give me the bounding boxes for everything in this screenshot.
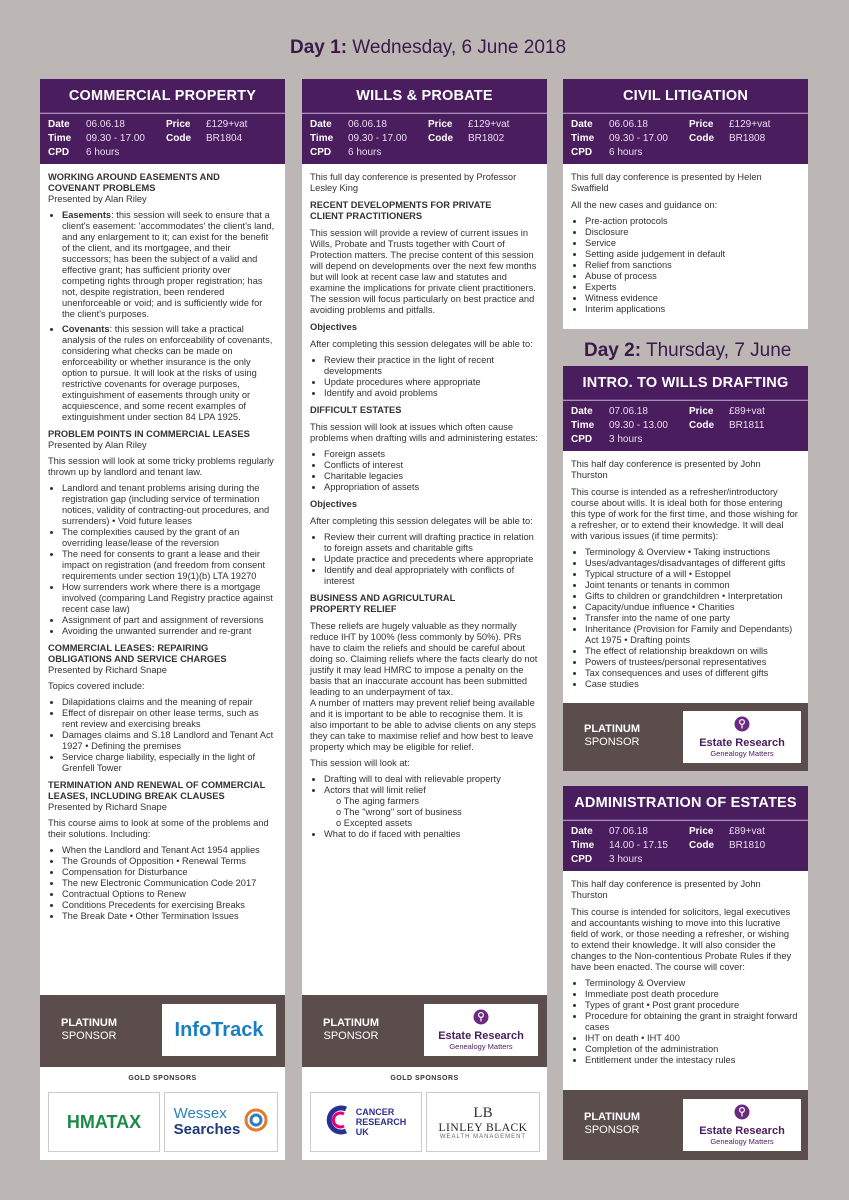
hmatax-logo (48, 1092, 160, 1152)
list-item: • Compensation for Disturbance (62, 867, 276, 878)
sub-item: o The aging farmers (336, 796, 538, 807)
estate-research-text: Estate Research (699, 1125, 785, 1137)
presenter: Presented by Richard Snape (48, 665, 167, 675)
list-item: • Service (585, 238, 799, 249)
civil-litigation-panel (563, 79, 808, 329)
heading-line: WORKING AROUND EASEMENTS AND (48, 172, 220, 182)
list-item: • Damages claims and S.18 Landlord and Tenant Act 1927 • Defining the premises (62, 730, 276, 752)
time-value: 09.30 - 17.00 (609, 133, 668, 144)
list-item: • Pre-action protocols (585, 216, 799, 227)
item-text: : this session will take a practical analysis of the rules on enforceability of covenants, considering what checks can be made on enforceability or whether insurance is the only option to pursue. It will look at the risks of using restrictive covenants for overage purposes, extinguishment of easements through unity or acquiescence, and some recent examples of extinguishment under section 84 LPA 1925. (62, 324, 273, 422)
list-item: • Update practice and precedents where appropriate (324, 554, 538, 565)
list-item: • Effect of disrepair on other lease terms, such as rent review and exercising breaks (62, 708, 276, 730)
price-value: £89+vat (729, 406, 765, 417)
list-item: • Procedure for obtaining the grant in straight forward cases (585, 1011, 799, 1033)
estate-research-icon (734, 716, 750, 737)
platinum-text: PLATINUM (60, 1017, 117, 1029)
list-item: • IHT on death • IHT 400 (585, 1033, 799, 1044)
list-item: • Dilapidations claims and the meaning of repair (62, 697, 276, 708)
panel-body (563, 871, 808, 1066)
presenter-intro: This half day conference is presented by John Thurston (571, 879, 761, 900)
sponsor-label (577, 1111, 647, 1137)
bullet-list (571, 547, 799, 690)
list-item: • Inheritance (Provision for Family and Dependants) Act 1975 • Drafting points (585, 624, 799, 646)
gold-sponsors-title: GOLD SPONSORS (390, 1075, 459, 1082)
list-item: • Update procedures where appropriate (324, 377, 538, 388)
cpd-value: 6 hours (348, 147, 382, 158)
time-value: 09.30 - 17.00 (86, 133, 145, 144)
day2-heading (584, 340, 791, 362)
bullet-list (48, 697, 276, 774)
day1-date: Wednesday, 6 June 2018 (347, 37, 567, 58)
wessex-text (174, 1106, 241, 1138)
sponsor-text: SPONSOR (61, 1030, 117, 1042)
code-value: BR1802 (468, 133, 505, 144)
item-text: Actors that will limit relief (324, 785, 426, 795)
list-item: • Uses/advantages/disadvantages of different gifts (585, 558, 799, 569)
heading-line: COVENANT PROBLEMS (48, 183, 156, 193)
code-value: BR1810 (729, 840, 766, 851)
code-label: Code (166, 133, 191, 144)
wessex-swirl-icon (244, 1108, 268, 1137)
cancer-research-text (356, 1107, 407, 1137)
sponsor-label (54, 1017, 124, 1043)
price-value: £129+vat (468, 119, 510, 130)
section-text: These reliefs are hugely valuable as they normally reduce IHT by 100% (less commonly by 50%). PRs have to claim the reliefs and should be careful about doing so. Claiming reliefs where the facts clearly do not justify it may lead HMRC to impose a penalty on the basis that an inaccurate account has been submitted leading to an underpayment of tax. (310, 621, 538, 697)
platinum-sponsor-band (40, 995, 285, 1067)
list-item: • Contractual Options to Renew (62, 889, 276, 900)
estate-research-text: Estate Research (699, 737, 785, 749)
time-label: Time (571, 840, 595, 851)
sponsor-text: SPONSOR (584, 736, 640, 748)
infotrack-text: InfoTrack (174, 1018, 264, 1041)
list-item (324, 785, 538, 829)
sub-item: o Excepted assets (336, 818, 538, 829)
list-item: • Experts (585, 282, 799, 293)
list-item: • Tax consequences and uses of different gifts (585, 668, 799, 679)
price-value: £129+vat (206, 119, 248, 130)
list-item: • When the Landlord and Tenant Act 1954 applies (62, 845, 276, 856)
panel-body (40, 164, 285, 922)
bullet-list (48, 845, 276, 922)
list-item: • Setting aside judgement in default (585, 249, 799, 260)
list-item: • Joint tenants or tenants in common (585, 580, 799, 591)
platinum-text: PLATINUM (583, 723, 640, 735)
list-item: • Entitlement under the intestacy rules (585, 1055, 799, 1066)
heading-line: CLIENT PRACTITIONERS (310, 211, 423, 221)
hmatax-text: HMATAX (66, 1111, 142, 1132)
bullet-list (48, 210, 276, 423)
list-item: • Service charge liability, especially in the light of Grenfell Tower (62, 752, 276, 774)
bullet-list (48, 483, 276, 637)
day2-date: Thursday, 7 June (641, 340, 792, 361)
platinum-text: PLATINUM (583, 1111, 640, 1123)
panel-title: INTRO. TO WILLS DRAFTING (563, 366, 808, 400)
panel-title: COMMERCIAL PROPERTY (40, 79, 285, 113)
panel-title: CIVIL LITIGATION (563, 79, 808, 113)
list-item: • The Grounds of Opposition • Renewal Terms (62, 856, 276, 867)
panel-body (563, 164, 808, 315)
list-item (62, 324, 276, 423)
section-heading: PROBLEM POINTS IN COMMERCIAL LEASES (48, 429, 250, 439)
platinum-sponsor-band (563, 1090, 808, 1160)
list-item: • Abuse of process (585, 271, 799, 282)
cr-line1: CANCER (355, 1107, 395, 1117)
date-value: 06.06.18 (609, 119, 648, 130)
section-intro: This course is intended for solicitors, legal executives and accountants wishing to move into this lucrative field of work, or those needing a refresher, or wishing to extend their knowledge. It will also consider the changes to the Non-contentious Probate Rules if they have been enacted. The course will cover: (571, 907, 792, 972)
panel-body (563, 451, 808, 690)
heading-line: COMMERCIAL LEASES: REPAIRING (48, 643, 209, 653)
date-label: Date (310, 119, 332, 130)
code-label: Code (428, 133, 453, 144)
time-label: Time (571, 420, 595, 431)
date-value: 07.06.18 (609, 406, 648, 417)
list-item: • What to do if faced with penalties (324, 829, 538, 840)
term: Easements (62, 210, 112, 220)
price-label: Price (689, 119, 714, 130)
day1-label: Day 1: (290, 37, 348, 58)
day2-label: Day 2: (584, 340, 642, 361)
course-meta (302, 113, 547, 164)
objectives-intro: After completing this session delegates will be able to: (310, 516, 533, 526)
date-label: Date (571, 826, 593, 837)
bullet-list (571, 978, 799, 1066)
list-item: • Conditions Precedents for exercising Breaks (62, 900, 276, 911)
list-item: • Avoiding the unwanted surrender and re-grant (62, 626, 276, 637)
bullet-list (310, 355, 538, 399)
list-item: • The Break Date • Other Termination Issues (62, 911, 276, 922)
list-item: • Transfer into the name of one party (585, 613, 799, 624)
bullet-list (571, 216, 799, 315)
list-item: • Immediate post death procedure (585, 989, 799, 1000)
gold-sponsors-band (302, 1067, 547, 1160)
objectives-heading: Objectives (310, 499, 358, 509)
cpd-value: 6 hours (609, 147, 643, 158)
bullet-list (310, 774, 538, 840)
time-value: 09.30 - 13.00 (609, 420, 668, 431)
course-meta (563, 113, 808, 164)
section-intro: This session will look at some tricky problems regularly thrown up by landlord and tenant law. (48, 456, 274, 477)
cr-line2: RESEARCH (355, 1117, 407, 1127)
infotrack-logo (162, 1004, 276, 1056)
date-value: 06.06.18 (86, 119, 125, 130)
objectives-intro: After completing this session delegates will be able to: (310, 339, 533, 349)
date-label: Date (571, 406, 593, 417)
section-text: A number of matters may prevent relief being available and it is important to be able to recognise them. It is also important to be able to advise clients on any steps they can take to maximise relief and how best to leave property which may be eligible for relief. (310, 698, 536, 752)
estate-research-logo (424, 1004, 538, 1056)
section-intro: Topics covered include: (48, 681, 145, 691)
cpd-label: CPD (310, 147, 332, 158)
time-value: 09.30 - 17.00 (348, 133, 407, 144)
price-value: £129+vat (729, 119, 771, 130)
section-intro: All the new cases and guidance on: (571, 200, 718, 210)
list-item: • Landlord and tenant problems arising during the registration gap (including service of termination notices, validity of contracting-out procedures, and surrenders) • Void future leases (62, 483, 276, 527)
sponsor-text: SPONSOR (584, 1124, 640, 1136)
sponsor-text: SPONSOR (323, 1030, 379, 1042)
code-value: BR1811 (729, 420, 765, 431)
term: Covenants (62, 324, 110, 334)
section-text: This session will look at issues which often cause problems when drafting wills and administering estates: (310, 422, 538, 443)
cpd-label: CPD (571, 434, 593, 445)
lb-monogram: LB (473, 1104, 493, 1121)
heading-line: OBLIGATIONS AND SERVICE CHARGES (48, 654, 227, 664)
heading-line: TERMINATION AND RENEWAL OF COMMERCIAL (48, 780, 266, 790)
panel-title: WILLS & PROBATE (302, 79, 547, 113)
section-heading: DIFFICULT ESTATES (310, 405, 402, 415)
list-item: • Charitable legacies (324, 471, 538, 482)
date-label: Date (571, 119, 593, 130)
list-item: • Conflicts of interest (324, 460, 538, 471)
section-heading (310, 200, 538, 222)
section-intro: This course is intended as a refresher/introductory course about wills. It is ideal both for those entering this type of work for the first time, and those wishing for a refresher, or to extend their knowledge. It will deal with various issues (if time permits): (571, 487, 798, 541)
heading-line: PROPERTY RELIEF (310, 604, 397, 614)
list-item: • Witness evidence (585, 293, 799, 304)
time-value: 14.00 - 17.15 (609, 840, 668, 851)
cpd-label: CPD (48, 147, 70, 158)
estate-research-text: Estate Research (438, 1030, 524, 1042)
section-heading (310, 593, 538, 615)
presenter-intro: This half day conference is presented by John Thurston (571, 459, 761, 480)
section-heading (48, 172, 276, 194)
list-item: • Completion of the administration (585, 1044, 799, 1055)
time-label: Time (310, 133, 334, 144)
platinum-text: PLATINUM (322, 1017, 379, 1029)
section-heading (48, 643, 276, 665)
list-item: • Gifts to children or grandchildren • Interpretation (585, 591, 799, 602)
course-meta (563, 820, 808, 871)
course-meta (563, 400, 808, 451)
estate-research-tagline: Genealogy Matters (449, 1042, 513, 1051)
presenter: Presented by Alan Riley (48, 440, 147, 450)
list-item: • Typical structure of a will • Estoppel (585, 569, 799, 580)
list-item: • Disclosure (585, 227, 799, 238)
gold-sponsors-band (40, 1067, 285, 1160)
time-label: Time (571, 133, 595, 144)
estate-research-tagline: Genealogy Matters (710, 749, 774, 758)
wessex-line1: Wessex (173, 1105, 227, 1122)
wessex-line2: Searches (173, 1121, 241, 1138)
course-meta (40, 113, 285, 164)
sponsor-label (577, 723, 647, 749)
date-value: 06.06.18 (348, 119, 387, 130)
list-item: • The effect of relationship breakdown on wills (585, 646, 799, 657)
wessex-searches-logo (164, 1092, 278, 1152)
heading-line: LEASES, INCLUDING BREAK CLAUSES (48, 791, 225, 801)
price-label: Price (689, 406, 714, 417)
date-value: 07.06.18 (609, 826, 648, 837)
list-item: • Appropriation of assets (324, 482, 538, 493)
platinum-sponsor-band (302, 995, 547, 1067)
heading-line: RECENT DEVELOPMENTS FOR PRIVATE (310, 200, 492, 210)
presenter: Presented by Richard Snape (48, 802, 167, 812)
presenter-intro: This full day conference is presented by Helen Swaffield (571, 172, 762, 193)
day1-heading (290, 37, 566, 59)
bullet-list (310, 449, 538, 493)
heading-line: BUSINESS AND AGRICULTURAL (310, 593, 456, 603)
list-item: • Foreign assets (324, 449, 538, 460)
list-item: • Terminology & Overview • Taking instructions (585, 547, 799, 558)
list-item: • Review their practice in the light of recent developments (324, 355, 538, 377)
list-item: • Case studies (585, 679, 799, 690)
presenter: Presented by Alan Riley (48, 194, 147, 204)
price-label: Price (428, 119, 453, 130)
list-item: • Identify and avoid problems (324, 388, 538, 399)
code-value: BR1808 (729, 133, 766, 144)
list-item: • Powers of trustees/personal representatives (585, 657, 799, 668)
panel-title: ADMINISTRATION OF ESTATES (563, 786, 808, 820)
platinum-sponsor-band (563, 703, 808, 771)
estate-research-tagline: Genealogy Matters (710, 1137, 774, 1146)
estate-research-logo (683, 711, 801, 763)
list-item: • Terminology & Overview (585, 978, 799, 989)
sponsor-label (316, 1017, 386, 1043)
lb-name: LINLEY BLACK (438, 1121, 528, 1134)
list-item: • Drafting will to deal with relievable property (324, 774, 538, 785)
list-item: • How surrenders work where there is a mortgage involved (comparing Land Registry practice against recent case law) (62, 582, 276, 615)
code-value: BR1804 (206, 133, 243, 144)
lb-tagline: WEALTH MANAGEMENT (439, 1133, 527, 1140)
section-text: This session will look at: (310, 758, 410, 768)
cpd-value: 3 hours (609, 434, 643, 445)
section-text: This session will provide a review of current issues in Wills, Probate and Trusts together with Court of Protection matters. The precise content of this session will depend on developments over the next few months but will look at recent case law and statutes and examine the implications for private client practitioners. The session will focus particularly on best practice and avoiding problems and pitfalls. (310, 228, 537, 315)
presenter-intro: This full day conference is presented by Professor Lesley King (310, 172, 517, 193)
estate-research-icon (473, 1009, 489, 1030)
list-item: • The new Electronic Communication Code 2017 (62, 878, 276, 889)
cpd-label: CPD (571, 147, 593, 158)
sub-list (324, 796, 538, 829)
list-item: • Assignment of part and assignment of reversions (62, 615, 276, 626)
price-label: Price (166, 119, 191, 130)
date-label: Date (48, 119, 70, 130)
time-label: Time (48, 133, 72, 144)
cpd-label: CPD (571, 854, 593, 865)
cr-line3: UK (355, 1127, 369, 1137)
estate-research-logo (683, 1099, 801, 1151)
item-text: : this session will seek to ensure that a client's easement: 'accommodates' the client's land, and any enlargement to it; can exist for the benefit of the client, and its mortgagee, and their successors; has been the subject of a valid and effective grant; has sufficient priority over competing rights through proper registration; has not, despite registration, been rendered unenforceable or void; and is sufficiently wide for the client's purposes. (62, 210, 275, 319)
price-label: Price (689, 826, 714, 837)
gold-sponsors-title: GOLD SPONSORS (128, 1075, 197, 1082)
cancer-research-icon (326, 1105, 352, 1140)
list-item: • Capacity/undue influence • Charities (585, 602, 799, 613)
sub-item: o The "wrong" sort of business (336, 807, 538, 818)
list-item (62, 210, 276, 320)
bullet-list (310, 532, 538, 587)
list-item: • Relief from sanctions (585, 260, 799, 271)
cancer-research-logo (310, 1092, 422, 1152)
estate-research-icon (734, 1104, 750, 1125)
panel-body (302, 164, 547, 840)
cpd-value: 6 hours (86, 147, 120, 158)
list-item: • The complexities caused by the grant of an overriding lease/lease of the reversion (62, 527, 276, 549)
list-item: • Review their current will drafting practice in relation to foreign assets and charitable gifts (324, 532, 538, 554)
cpd-value: 3 hours (609, 854, 643, 865)
code-label: Code (689, 840, 714, 851)
price-value: £89+vat (729, 826, 765, 837)
section-heading (48, 780, 276, 802)
list-item: • Interim applications (585, 304, 799, 315)
section-intro: This course aims to look at some of the problems and their solutions. Including: (48, 818, 269, 839)
code-label: Code (689, 133, 714, 144)
list-item: • The need for consents to grant a lease and their impact on registration (and freedom from consent requirements under section 19(1)(b) LTA 19270 (62, 549, 276, 582)
list-item: • Types of grant • Post grant procedure (585, 1000, 799, 1011)
code-label: Code (689, 420, 714, 431)
list-item: • Identify and deal appropriately with conflicts of interest (324, 565, 538, 587)
linley-black-logo (426, 1092, 540, 1152)
objectives-heading: Objectives (310, 322, 358, 332)
